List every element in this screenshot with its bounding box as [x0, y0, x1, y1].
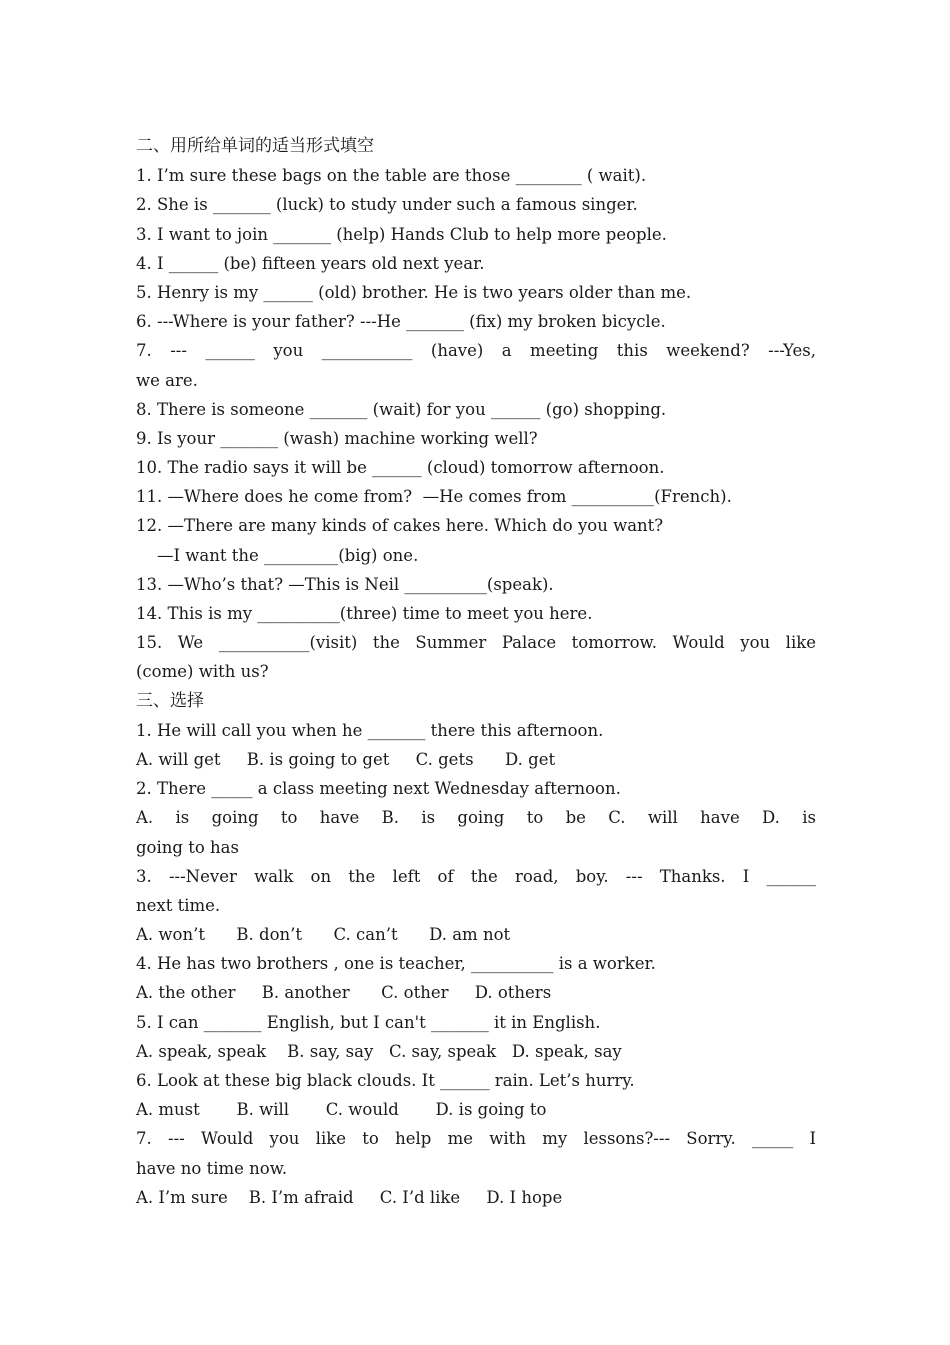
worksheet-page [136, 132, 816, 1212]
fill-line-4: 4. I ______ (be) fifteen years old next year. [136, 253, 485, 273]
choice-question-3: 3. ---Never walk on the left of the road, boy. --- Thanks. I ______ [136, 866, 816, 886]
fill-line-12-cont: —I want the _________(big) one. [136, 545, 419, 565]
fill-line-8: 8. There is someone _______ (wait) for you ______ (go) shopping. [136, 399, 667, 419]
fill-line-1: 1. I’m sure these bags on the table are those ________ ( wait). [136, 166, 647, 186]
section-2-heading: 二、用所给单词的适当形式填空 [136, 136, 374, 156]
choice-options-1: A. will get B. is going to get C. gets D. get [136, 749, 556, 769]
choice-options-3: A. won’t B. don’t C. can’t D. am not [136, 925, 511, 945]
fill-line-6: 6. ---Where is your father? ---He _______ (fix) my broken bicycle. [136, 312, 666, 332]
fill-line-9: 9. Is your _______ (wash) machine working well? [136, 428, 538, 448]
choice-options-4: A. the other B. another C. other D. others [136, 983, 552, 1003]
fill-line-7-cont: we are. [136, 370, 198, 390]
choice-options-2-cont: going to has [136, 837, 239, 857]
choice-question-4: 4. He has two brothers , one is teacher, __________ is a worker. [136, 954, 656, 974]
choice-options-6: A. must B. will C. would D. is going to [136, 1100, 547, 1120]
fill-line-3: 3. I want to join _______ (help) Hands Club to help more people. [136, 224, 667, 244]
section-3-heading: 三、选择 [136, 690, 204, 711]
fill-line-15: 15. We ___________(visit) the Summer Palace tomorrow. Would you like [136, 633, 816, 653]
fill-line-14: 14. This is my __________(three) time to meet you here. [136, 604, 593, 623]
choice-question-2: 2. There _____ a class meeting next Wednesday afternoon. [136, 779, 621, 799]
fill-line-5: 5. Henry is my ______ (old) brother. He is two years older than me. [136, 282, 692, 302]
choice-options-7: A. I’m sure B. I’m afraid C. I’d like D. I hope [136, 1187, 563, 1207]
choice-question-5: 5. I can _______ English, but I can't _______ it in English. [136, 1012, 601, 1032]
choice-question-7-cont: have no time now. [136, 1158, 288, 1178]
choice-question-1: 1. He will call you when he _______ there this afternoon. [136, 720, 604, 740]
choice-question-7: 7. --- Would you like to help me with my lessons?--- Sorry. _____ I [136, 1129, 816, 1149]
choice-options-5: A. speak, speak B. say, say C. say, speak D. speak, say [136, 1041, 622, 1061]
fill-line-12: 12. —There are many kinds of cakes here. Which do you want? [136, 516, 664, 536]
fill-line-2: 2. She is _______ (luck) to study under such a famous singer. [136, 195, 638, 215]
fill-line-15-cont: (come) with us? [136, 662, 269, 682]
choice-options-2: A. is going to have B. is going to be C. will have D. is [136, 808, 816, 828]
choice-question-3-cont: next time. [136, 895, 221, 915]
fill-line-13: 13. —Who’s that? —This is Neil __________(speak). [136, 574, 554, 594]
fill-line-10: 10. The radio says it will be ______ (cloud) tomorrow afternoon. [136, 458, 665, 478]
fill-line-11: 11. —Where does he come from? —He comes from __________(French). [136, 487, 732, 507]
choice-question-6: 6. Look at these big black clouds. It ______ rain. Let’s hurry. [136, 1071, 635, 1090]
fill-line-7: 7. --- ______ you ___________ (have) a meeting this weekend? ---Yes, [136, 341, 816, 361]
